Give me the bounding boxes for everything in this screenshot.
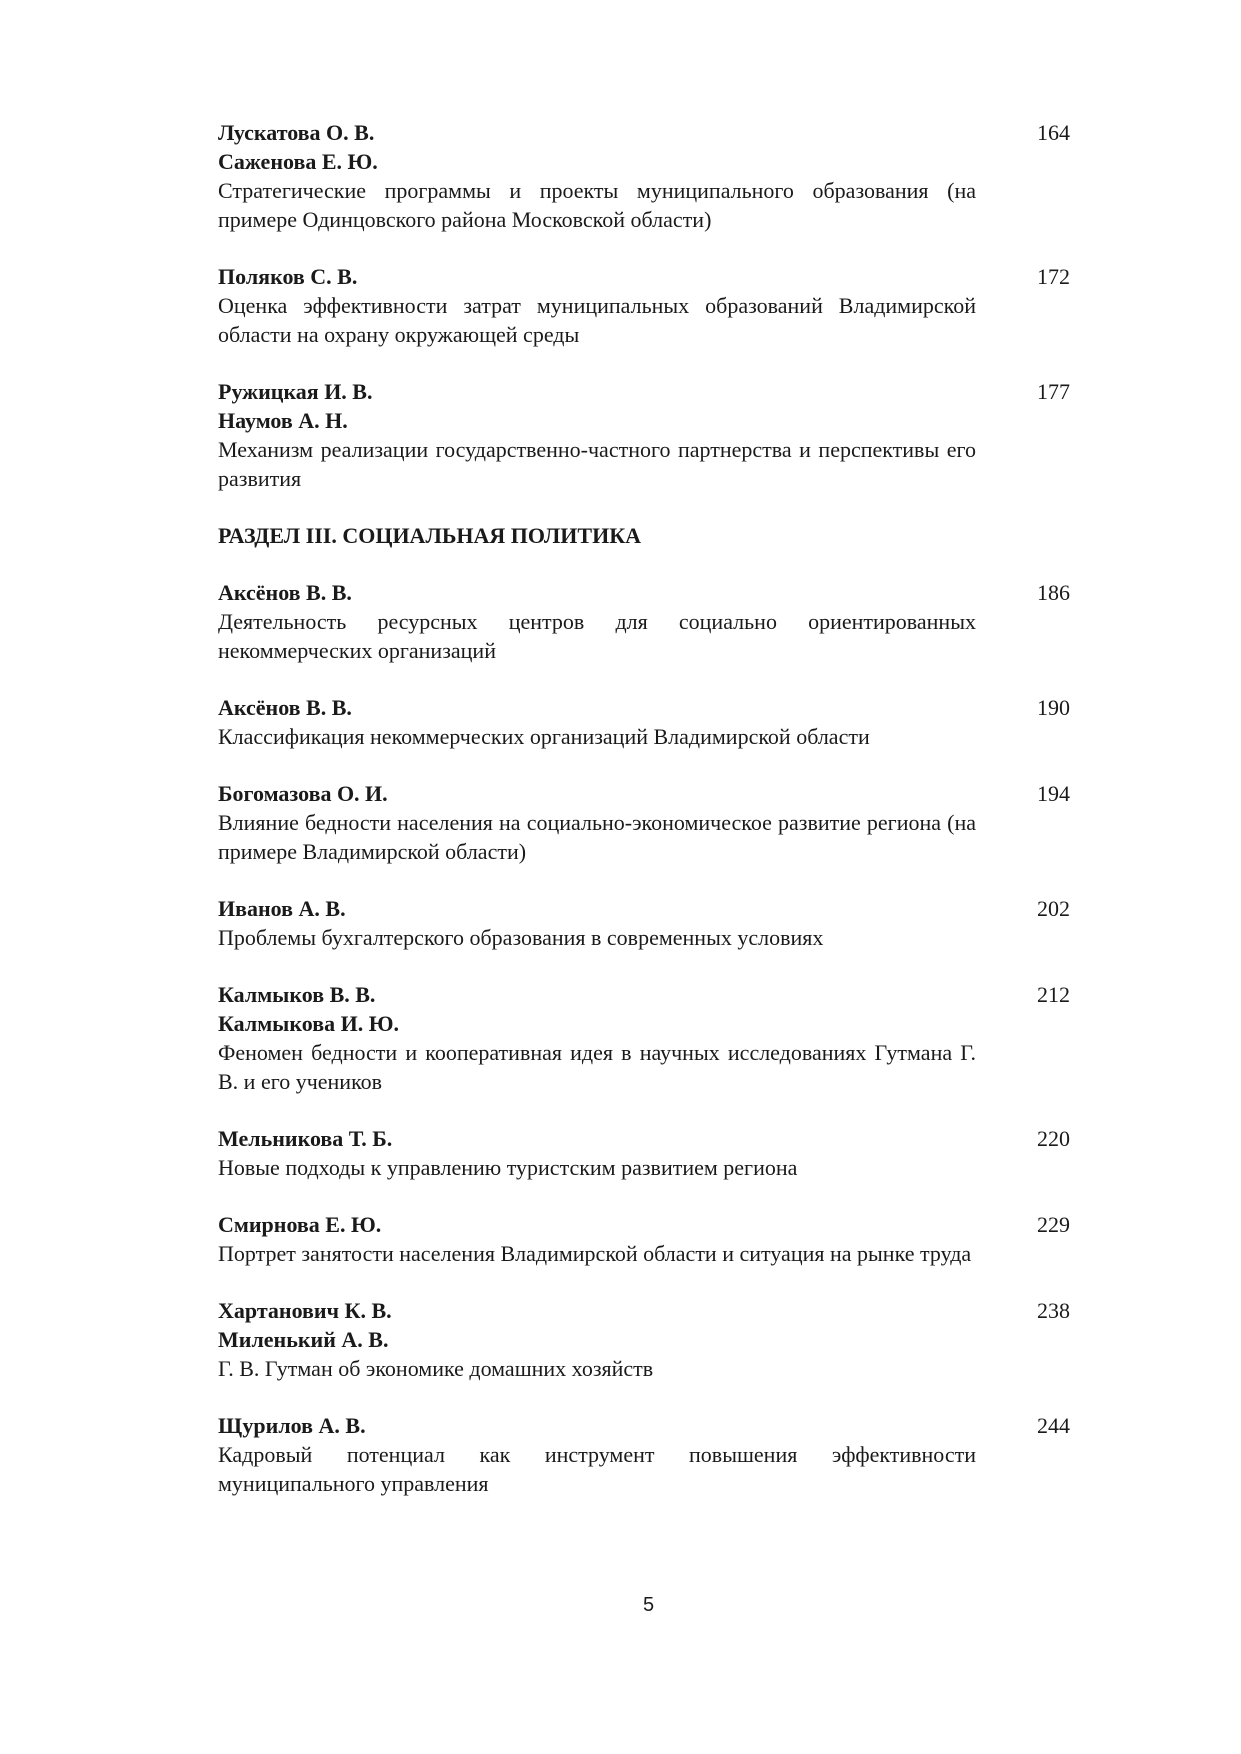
entry-author: Саженова Е. Ю. <box>218 149 378 174</box>
entry-author: Калмыкова И. Ю. <box>218 1011 399 1036</box>
toc-entry-content <box>218 1296 976 1383</box>
toc-entry <box>218 1124 1070 1182</box>
entry-title: Г. В. Гутман об экономике домашних хозяйств <box>218 1356 654 1381</box>
entry-title: Оценка эффективности затрат муниципальных образований Владимирской области на охрану окружающей среды <box>218 293 976 347</box>
entry-author: Мельникова Т. Б. <box>218 1126 393 1151</box>
entry-title: Проблемы бухгалтерского образования в современных условиях <box>218 925 824 950</box>
toc-entry <box>218 980 1070 1096</box>
toc-part-2 <box>218 578 1070 1498</box>
entry-title: Классификация некоммерческих организаций Владимирской области <box>218 724 870 749</box>
toc-entry <box>218 693 1070 751</box>
toc-entry-content <box>218 693 976 751</box>
entry-page-number: 194 <box>1037 781 1070 806</box>
entry-author: Ружицкая И. В. <box>218 379 373 404</box>
toc-entry-content <box>218 1411 976 1498</box>
toc-entry <box>218 1411 1070 1498</box>
toc-entry-content <box>218 262 976 349</box>
entry-page-number: 229 <box>1037 1212 1070 1237</box>
toc-entry-content <box>218 578 976 665</box>
entry-author: Калмыков В. В. <box>218 982 376 1007</box>
toc-entry-content <box>218 779 976 866</box>
entry-page-number: 186 <box>1037 580 1070 605</box>
entry-author: Иванов А. В. <box>218 896 346 921</box>
entry-author: Смирнова Е. Ю. <box>218 1212 382 1237</box>
entry-page-number: 238 <box>1037 1298 1070 1323</box>
entry-author: Щурилов А. В. <box>218 1413 366 1438</box>
entry-title: Новые подходы к управлению туристским развитием региона <box>218 1155 798 1180</box>
entry-page-number: 220 <box>1037 1126 1070 1151</box>
toc-entry-content <box>218 1210 976 1268</box>
entry-page-number: 190 <box>1037 695 1070 720</box>
entry-page-number: 172 <box>1037 264 1070 289</box>
toc-entry <box>218 894 1070 952</box>
toc-entry-content <box>218 118 976 234</box>
toc-entry <box>218 779 1070 866</box>
entry-author: Миленький А. В. <box>218 1327 389 1352</box>
entry-title: Кадровый потенциал как инструмент повышения эффективности муниципального управления <box>218 1442 976 1496</box>
toc-entry <box>218 377 1070 493</box>
entry-author: Поляков С. В. <box>218 264 358 289</box>
toc-entry <box>218 1210 1070 1268</box>
entry-page-number: 244 <box>1037 1413 1070 1438</box>
entry-author: Хартанович К. В. <box>218 1298 392 1323</box>
entry-author: Аксёнов В. В. <box>218 695 352 720</box>
entry-author: Лускатова О. В. <box>218 120 375 145</box>
entry-title: Стратегические программы и проекты муниципального образования (на примере Одинцовского района Московской области) <box>218 178 976 232</box>
toc-entry <box>218 578 1070 665</box>
toc-entry-content <box>218 1124 976 1182</box>
entry-page-number: 164 <box>1037 120 1070 145</box>
entry-title: Портрет занятости населения Владимирской области и ситуация на рынке труда <box>218 1241 972 1266</box>
entry-author: Наумов А. Н. <box>218 408 348 433</box>
entry-title: Деятельность ресурсных центров для социально ориентированных некоммерческих организаций <box>218 609 976 663</box>
entry-page-number: 202 <box>1037 896 1070 921</box>
toc-entry <box>218 118 1070 234</box>
entry-page-number: 212 <box>1037 982 1070 1007</box>
toc-entry <box>218 1296 1070 1383</box>
table-of-contents <box>218 118 1070 1526</box>
section-heading: РАЗДЕЛ III. СОЦИАЛЬНАЯ ПОЛИТИКА <box>218 523 642 548</box>
entry-title: Феномен бедности и кооперативная идея в научных исследованиях Гутмана Г. В. и его учеников <box>218 1040 976 1094</box>
toc-entry-content <box>218 894 976 952</box>
entry-title: Влияние бедности населения на социально-экономическое развитие региона (на примере Владимирской области) <box>218 810 976 864</box>
entry-page-number: 177 <box>1037 379 1070 404</box>
toc-entry <box>218 262 1070 349</box>
toc-entry-content <box>218 377 976 493</box>
entry-title: Механизм реализации государственно-частного партнерства и перспективы его развития <box>218 437 976 491</box>
toc-part-1 <box>218 118 1070 493</box>
footer-page-number: 5 <box>642 1594 655 1616</box>
entry-author: Аксёнов В. В. <box>218 580 352 605</box>
entry-author: Богомазова О. И. <box>218 781 388 806</box>
toc-entry-content <box>218 980 976 1096</box>
